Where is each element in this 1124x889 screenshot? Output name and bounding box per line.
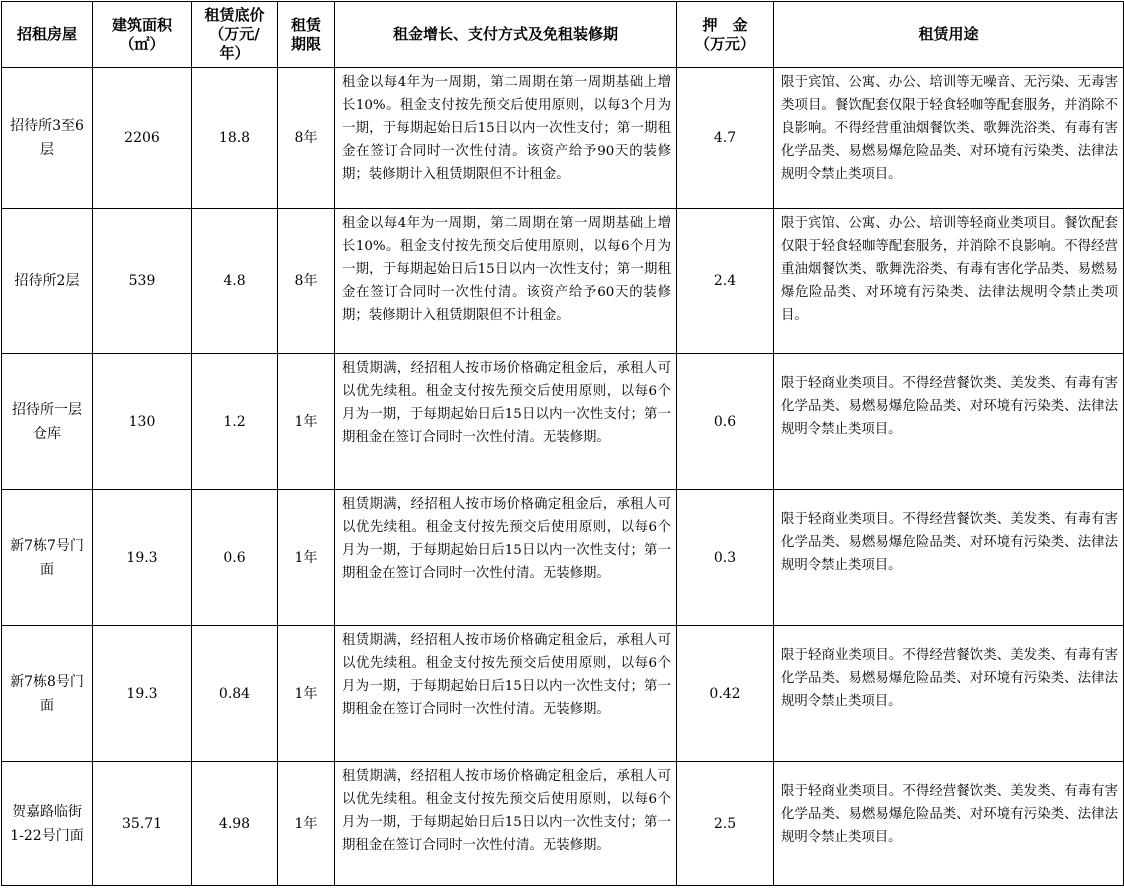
cell-terms: 租金以每4年为一周期，第二周期在第一周期基础上增长10%。租金支付按先预交后使用原则，以每6个月为一期，于每期起始日后15日以内一次性支付；第一期租金在签订合同时一次性付清。该资产给予60天的装修期；装修期计入租赁期限但不计租金。 (335, 209, 677, 354)
header-house: 招租房屋 (2, 2, 93, 68)
rental-listing-table (1, 1, 1124, 886)
cell-house: 新7栋8号门面 (2, 626, 93, 762)
cell-usage: 限于轻商业类项目。不得经营餐饮类、美发类、有毒有害化学品类、易燃易爆危险品类、对环境有污染类、法律法规明令禁止类项目。 (774, 490, 1124, 626)
cell-area: 2206 (93, 68, 192, 209)
cell-deposit: 2.4 (677, 209, 774, 354)
cell-term: 1年 (278, 354, 335, 490)
cell-house: 招待所2层 (2, 209, 93, 354)
cell-area: 35.71 (93, 762, 192, 886)
cell-term: 8年 (278, 209, 335, 354)
cell-price: 0.6 (192, 490, 278, 626)
table-row (2, 354, 1124, 490)
cell-area: 19.3 (93, 626, 192, 762)
cell-price: 18.8 (192, 68, 278, 209)
cell-price: 0.84 (192, 626, 278, 762)
table-header-row (2, 2, 1124, 68)
header-term: 租赁期限 (278, 2, 335, 68)
table-row (2, 68, 1124, 209)
cell-term: 1年 (278, 762, 335, 886)
cell-deposit: 2.5 (677, 762, 774, 886)
cell-term: 1年 (278, 626, 335, 762)
table-row (2, 209, 1124, 354)
cell-term: 1年 (278, 490, 335, 626)
header-terms: 租金增长、支付方式及免租装修期 (335, 2, 677, 68)
cell-area: 539 (93, 209, 192, 354)
cell-house: 新7栋7号门面 (2, 490, 93, 626)
cell-price: 4.8 (192, 209, 278, 354)
table-row (2, 762, 1124, 886)
cell-house: 招待所3至6层 (2, 68, 93, 209)
cell-usage: 限于轻商业类项目。不得经营餐饮类、美发类、有毒有害化学品类、易燃易爆危险品类、对环境有污染类、法律法规明令禁止类项目。 (774, 626, 1124, 762)
cell-price: 1.2 (192, 354, 278, 490)
cell-terms: 租赁期满，经招租人按市场价格确定租金后，承租人可以优先续租。租金支付按先预交后使用原则，以每6个月为一期，于每期起始日后15日以内一次性支付；第一期租金在签订合同时一次性付清。无装修期。 (335, 354, 677, 490)
header-deposit: 押 金（万元） (677, 2, 774, 68)
cell-deposit: 0.3 (677, 490, 774, 626)
cell-house: 贺嘉路临街1-22号门面 (2, 762, 93, 886)
cell-usage: 限于宾馆、公寓、办公、培训等轻商业类项目。餐饮配套仅限于轻食轻咖等配套服务，并消除不良影响。不得经营重油烟餐饮类、歌舞洗浴类、有毒有害化学品类、易燃易爆危险品类、对环境有污染类、法律法规明令禁止类项目。 (774, 209, 1124, 354)
cell-usage: 限于轻商业类项目。不得经营餐饮类、美发类、有毒有害化学品类、易燃易爆危险品类、对环境有污染类、法律法规明令禁止类项目。 (774, 762, 1124, 886)
cell-usage: 限于轻商业类项目。不得经营餐饮类、美发类、有毒有害化学品类、易燃易爆危险品类、对环境有污染类、法律法规明令禁止类项目。 (774, 354, 1124, 490)
header-price: 租赁底价（万元/年） (192, 2, 278, 68)
cell-area: 130 (93, 354, 192, 490)
cell-usage: 限于宾馆、公寓、办公、培训等无噪音、无污染、无毒害类项目。餐饮配套仅限于轻食轻咖等配套服务，并消除不良影响。不得经营重油烟餐饮类、歌舞洗浴类、有毒有害化学品类、易燃易爆危险品类、对环境有污染类、法律法规明令禁止类项目。 (774, 68, 1124, 209)
cell-deposit: 0.6 (677, 354, 774, 490)
cell-house: 招待所一层仓库 (2, 354, 93, 490)
cell-price: 4.98 (192, 762, 278, 886)
cell-area: 19.3 (93, 490, 192, 626)
cell-deposit: 0.42 (677, 626, 774, 762)
cell-term: 8年 (278, 68, 335, 209)
cell-terms: 租赁期满，经招租人按市场价格确定租金后，承租人可以优先续租。租金支付按先预交后使用原则，以每6个月为一期，于每期起始日后15日以内一次性支付；第一期租金在签订合同时一次性付清。无装修期。 (335, 626, 677, 762)
table-row (2, 626, 1124, 762)
header-area: 建筑面积（㎡） (93, 2, 192, 68)
cell-deposit: 4.7 (677, 68, 774, 209)
header-usage: 租赁用途 (774, 2, 1124, 68)
cell-terms: 租金以每4年为一周期，第二周期在第一周期基础上增长10%。租金支付按先预交后使用原则，以每3个月为一期，于每期起始日后15日以内一次性支付；第一期租金在签订合同时一次性付清。该资产给予90天的装修期；装修期计入租赁期限但不计租金。 (335, 68, 677, 209)
cell-terms: 租赁期满，经招租人按市场价格确定租金后，承租人可以优先续租。租金支付按先预交后使用原则，以每6个月为一期，于每期起始日后15日以内一次性支付；第一期租金在签订合同时一次性付清。无装修期。 (335, 762, 677, 886)
cell-terms: 租赁期满，经招租人按市场价格确定租金后，承租人可以优先续租。租金支付按先预交后使用原则，以每6个月为一期，于每期起始日后15日以内一次性支付；第一期租金在签订合同时一次性付清。无装修期。 (335, 490, 677, 626)
table-row (2, 490, 1124, 626)
